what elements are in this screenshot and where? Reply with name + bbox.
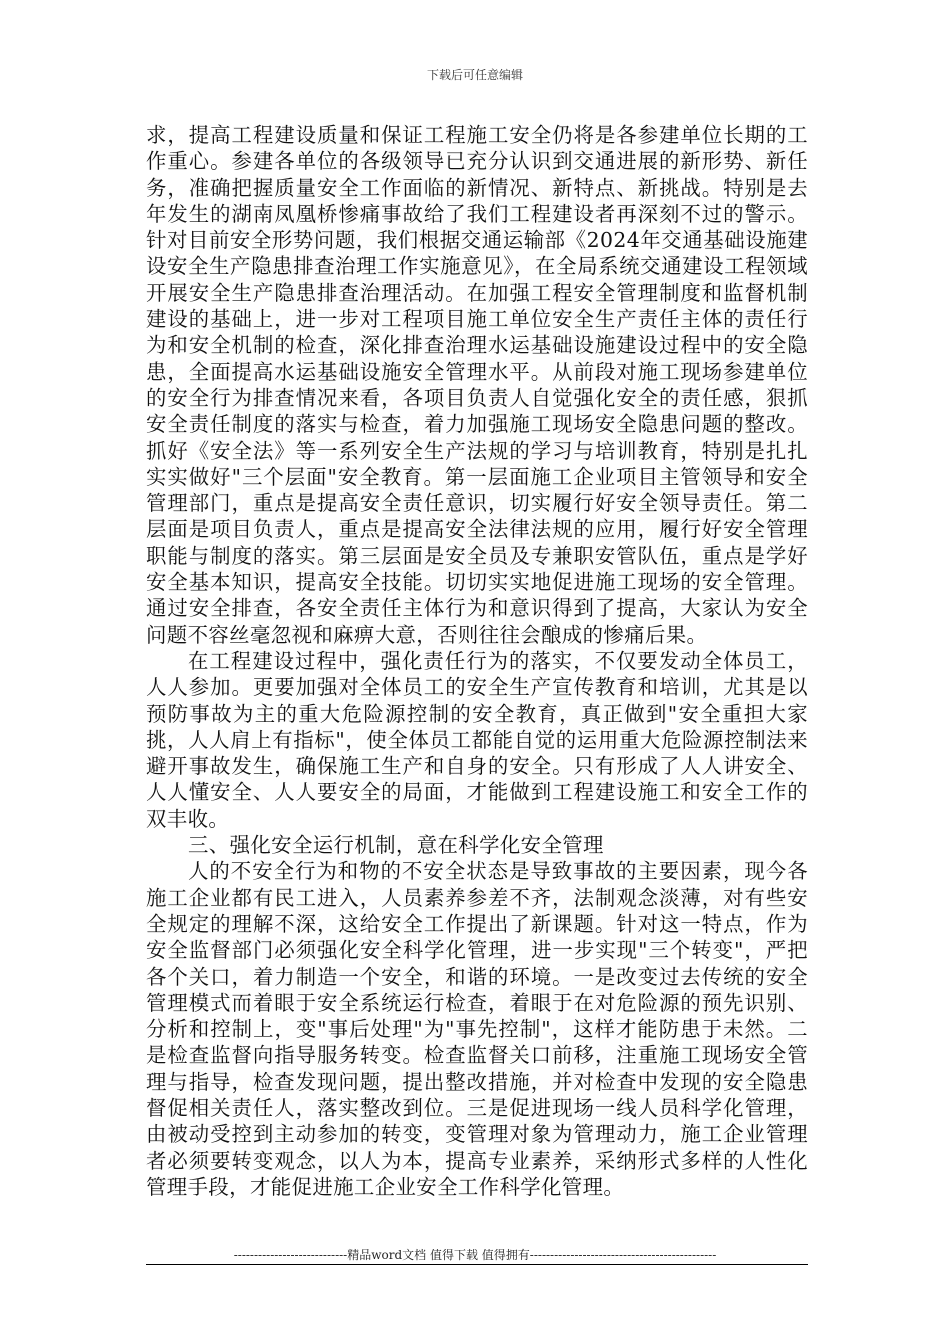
- section-heading: 三、强化安全运行机制，意在科学化安全管理: [188, 833, 604, 858]
- body-paragraph-1: 求，提高工程建设质量和保证工程施工安全仍将是各参建单位长期的工作重心。参建各单位的各级领导已充分认识到交通进展的新形势、新任务，准确把握质量安全工作面临的新情况、新特点、新挑战。特别是去年发生的湖南凤凰桥惨痛事故给了我们工程建设者再深刻不过的警示。针对目前安全形势问题，我们根据交通运输部《2024年交通基础设施建设安全生产隐患排查治理工作实施意见》，在全局系统交通建设工程领域开展安全生产隐患排查治理活动。在加强工程安全管理制度和监督机制建设的基础上，进一步对工程项目施工单位安全生产责任主体的责任行为和安全机制的检查，深化排查治理水运基础设施建设过程中的安全隐患，全面提高水运基础设施安全管理水平。从前段对施工现场参建单位的安全行为排查情况来看，各项目负责人自觉强化安全的责任感，狠抓安全责任制度的落实与检查，着力加强施工现场安全隐患问题的整改。抓好《安全法》等一系列安全生产法规的学习与培训教育，特别是扎扎实实做好"三个层面"安全教育。第一层面施工企业项目主管领导和安全管理部门，重点是提高安全责任意识，切实履行好安全领导责任。第二层面是项目负责人，重点是提高安全法律法规的应用，履行好安全管理职能与制度的落实。第三层面是安全员及专兼职安管队伍，重点是学好安全基本知识，提高安全技能。切切实实地促进施工现场的安全管理。通过安全排查，各安全责任主体行为和意识得到了提高，大家认为安全问题不容丝毫忽视和麻痹大意，否则往往会酿成的惨痛后果。: [146, 123, 808, 647]
- body-paragraph-3: 人的不安全行为和物的不安全状态是导致事故的主要因素，现今各施工企业都有民工进入，人员素养参差不齐，法制观念淡薄，对有些安全规定的理解不深，这给安全工作提出了新课题。针对这一特点，作为安全监督部门必须强化安全科学化管理，进一步实现"三个转变"，严把各个关口，着力制造一个安全，和谐的环境。一是改变过去传统的安全管理模式而着眼于安全系统运行检查，着眼于在对危险源的预先识别、分析和控制上，变"事后处理"为"事先控制"，这样才能防患于未然。二是检查监督向指导服务转变。检查监督关口前移，注重施工现场安全管理与指导，检查发现问题，提出整改措施，并对检查中发现的安全隐患督促相关责任人，落实整改到位。三是促进现场一线人员科学化管理，由被动受控到主动参加的转变，变管理对象为管理动力，施工企业管理者必须要转变观念，以人为本，提高专业素养，采纳形式多样的人性化管理手段，才能促进施工企业安全工作科学化管理。: [146, 859, 808, 1199]
- document-body: [146, 122, 808, 1200]
- footer-divider: [146, 1264, 808, 1265]
- page-footer-note: ----------------------------精品word文档 值得下载 值得拥有----------------------------------------------: [233, 1248, 717, 1262]
- page-header-note: 下载后可任意编辑: [426, 68, 523, 82]
- body-paragraph-2: 在工程建设过程中，强化责任行为的落实，不仅要发动全体员工，人人参加。更要加强对全体员工的安全生产宣传教育和培训，尤其是以预防事故为主的重大危险源控制的安全教育，真正做到"安全重担大家挑，人人肩上有指标"，使全体员工都能自觉的运用重大危险源控制法来避开事故发生，确保施工生产和自身的安全。只有形成了人人讲安全、人人懂安全、人人要安全的局面，才能做到工程建设施工和安全工作的双丰收。: [146, 648, 808, 831]
